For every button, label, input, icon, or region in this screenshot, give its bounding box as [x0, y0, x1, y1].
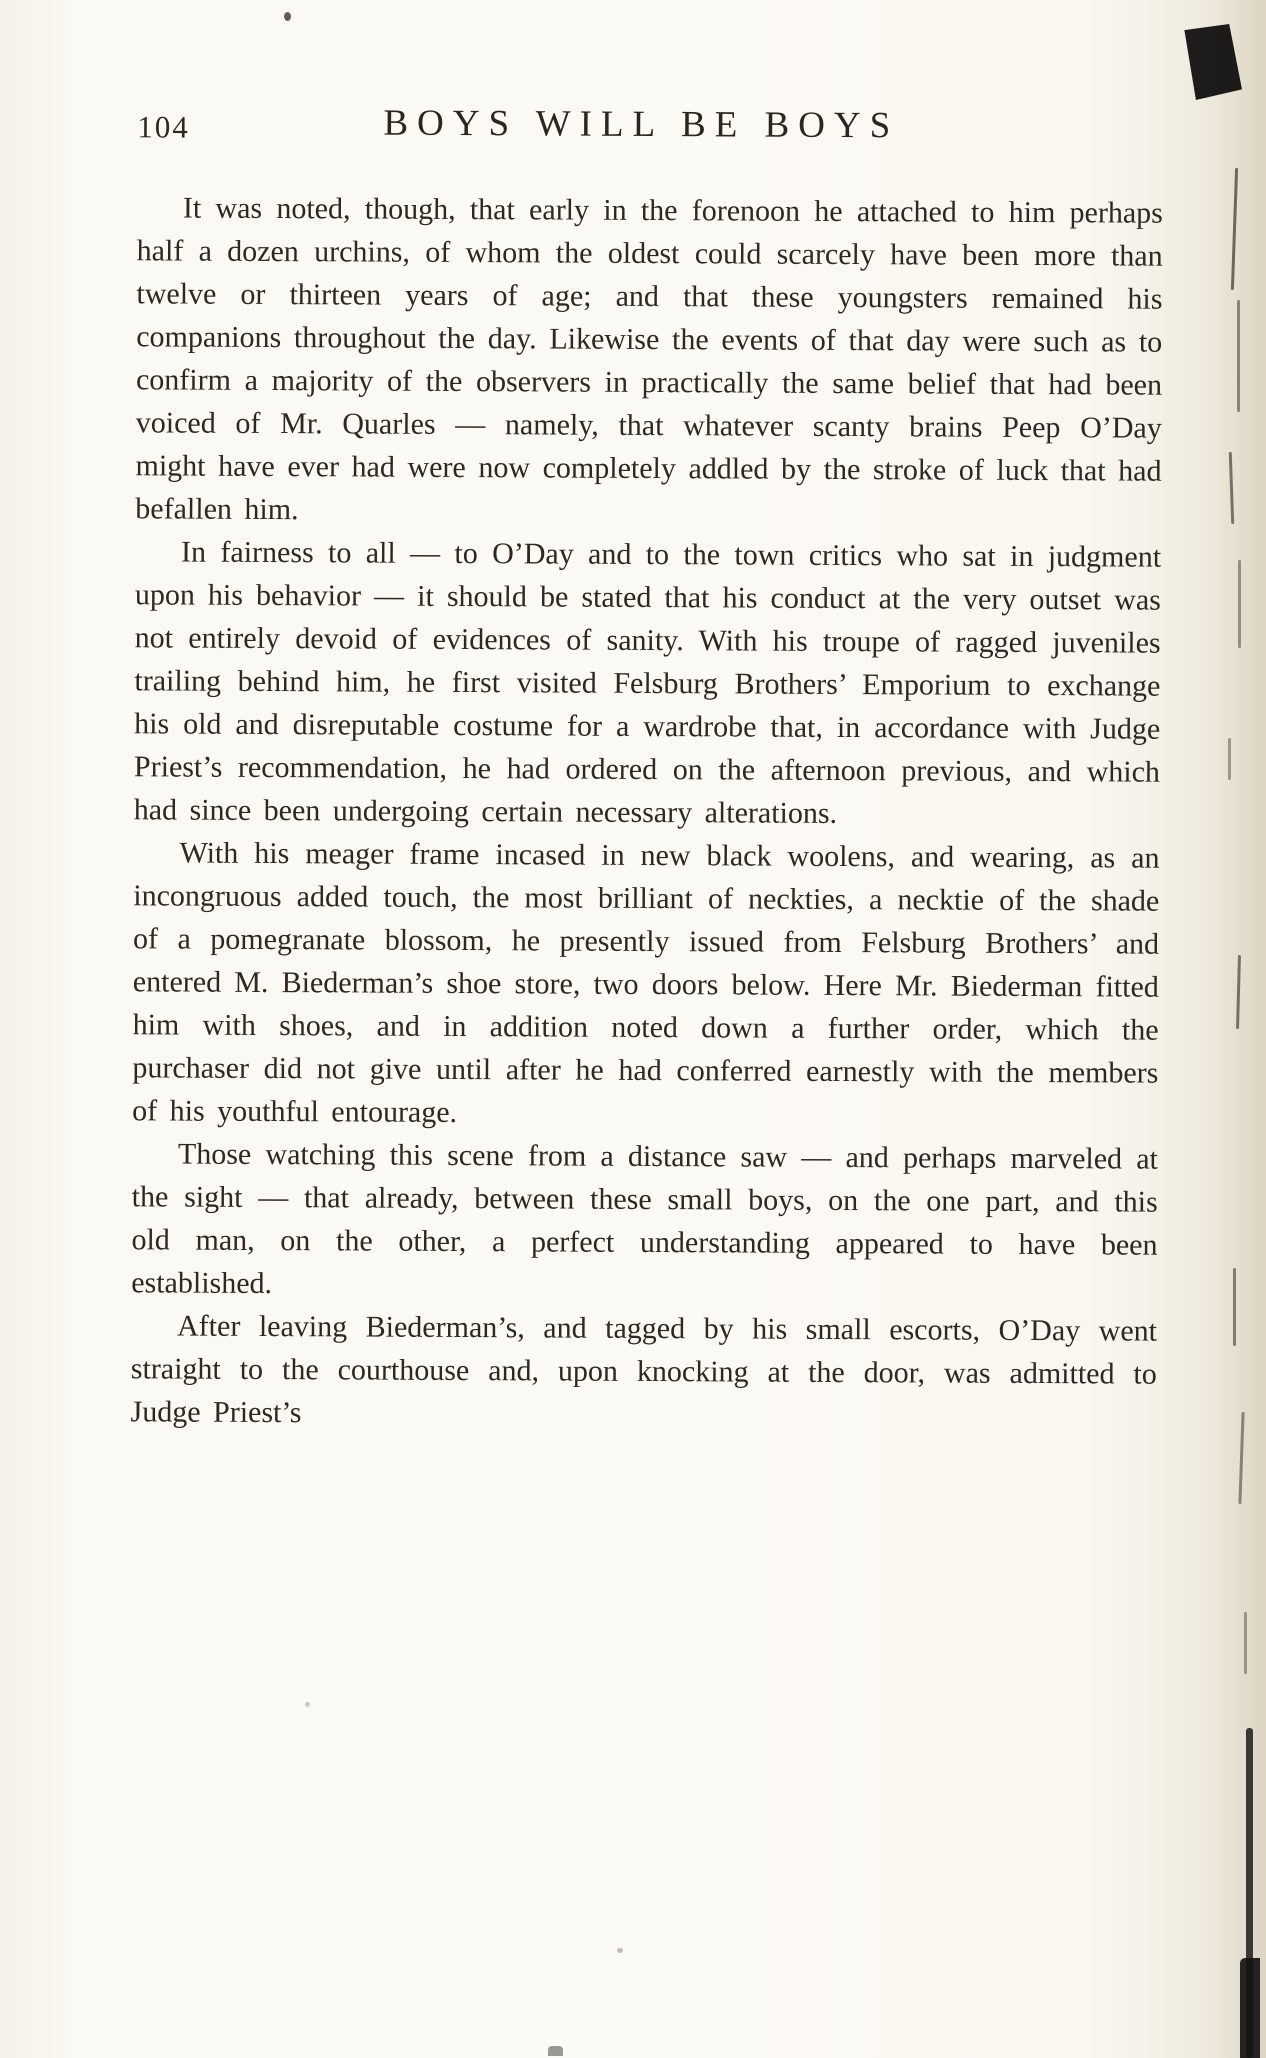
- page-number: 104: [137, 109, 190, 145]
- page-header: [137, 100, 1145, 157]
- page-edge-mark: [1228, 738, 1231, 780]
- paragraph-2: In fairness to all — to O’Day and to the town critics who sat in judgment upon his behavior — it should be stated that his conduct at the very outset was not entirely devoid of evidences of sanity. With his troupe of ragged juveniles trailing behind him, he first visited Felsburg Brothers’ Emporium to exchange his old and disreputable costume for a wardrobe that, in accordance with Judge Priest’s recommendation, he had ordered on the afternoon previous, and which had since been undergoing certain necessary alterations.: [133, 535, 1162, 830]
- ink-speck: [305, 1702, 310, 1707]
- paragraph-5: After leaving Biederman’s, and tagged by his small escorts, O’Day went straight to the courthouse and, upon knocking at the door, was admitted to Judge Priest’s: [130, 1309, 1158, 1430]
- page-edge-mark: [1237, 300, 1240, 412]
- binding-shadow-blob: [1240, 1958, 1260, 2058]
- body-text: [130, 186, 1163, 1438]
- ink-speck: [548, 2046, 563, 2056]
- page-edge-mark: [1244, 1612, 1247, 1674]
- paragraph-1: It was noted, though, that early in the forenoon he attached to him perhaps half a dozen urchins, of whom the oldest could scarcely have been more than twelve or thirteen years of age; and that these youngsters remained his companions throughout the day. Likewise the events of that day were such as to confirm a majority of the observers in practically the same belief that had been voiced of Mr. Quarles — namely, that whatever scanty brains Peep O’Day might have ever had were now completely addled by the stroke of luck that had befallen him.: [135, 191, 1163, 527]
- paragraph-4: Those watching this scene from a distance saw — and perhaps marveled at the sight — that already, between these small boys, on the one part, and this old man, on the other, a perfect understanding appeared to have been established.: [131, 1137, 1159, 1301]
- page-edge-mark: [1233, 1268, 1236, 1346]
- ink-speck: [617, 1948, 623, 1953]
- paragraph-3: With his meager frame incased in new black woolens, and wearing, as an incongruous added touch, the most brilliant of neckties, a necktie of the shade of a pomegranate blossom, he presently issued from Felsburg Brothers’ and entered M. Biederman’s shoe store, two doors below. Here Mr. Biederman fitted him with shoes, and in addition noted down a further order, which the purchaser did not give until after he had conferred earnestly with the members of his youthful entourage.: [132, 836, 1160, 1129]
- page-edge-mark: [1238, 560, 1241, 648]
- ink-speck: [284, 12, 291, 21]
- page-title: BOYS WILL BE BOYS: [383, 102, 900, 147]
